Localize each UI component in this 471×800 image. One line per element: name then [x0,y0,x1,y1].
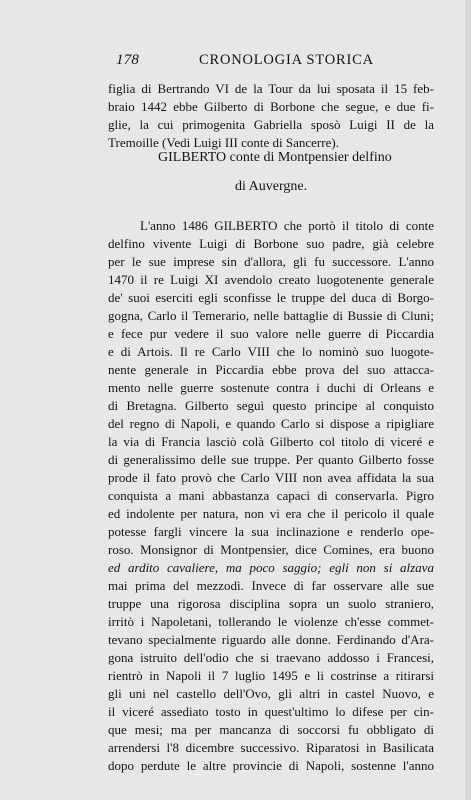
body-line: prode il fato provò che Carlo VIII non avea affidata la sua [108,470,434,485]
body-line: gli uni nel castello dell'Ovo, gli altri in castel Nuovo, e [108,686,434,701]
body-line: e di Artois. Il re Carlo VIII che lo nominò suo luogote- [108,344,434,359]
body-line: nente generale in Piccardia ebbe prova del suo attacca- [108,362,434,377]
body-line: dopo perdute le altre provincie di Napoli, sostenne l'anno [108,758,434,773]
body-line: per le sue imprese sin d'allora, gli fu successore. L'anno [108,254,434,269]
section-heading-line-1: GILBERTO conte di Montpensier delfino [158,150,392,165]
running-head: CRONOLOGIA STORICA [199,52,374,68]
body-line: gogna, Carlo il Temerario, nelle battaglie di Bussie di Cluni; [108,308,434,323]
body-line: di generalissimo delle sue truppe. Per quanto Gilberto fosse [108,452,434,467]
body-line: 1470 il re Luigi XI avendolo creato luogotenente generale [108,272,434,287]
top-paragraph-line: Tremoille (Vedi Luigi III conte di Sancerre). [108,135,339,150]
body-line: rientrò in Napoli il 7 luglio 1495 e li costrinse a ritirarsi [108,668,434,683]
body-line: que mesi; ma per mancanza di soccorsi fu obbligato di [108,722,434,737]
body-line: truppe una rigorosa disciplina sopra un suolo straniero, [108,596,434,611]
body-line: roso. Monsignor di Montpensier, dice Comines, era buono [108,542,434,557]
body-line: del regno di Napoli, e quando Carlo si dispose a ripigliare [108,416,434,431]
top-paragraph-line: figlia di Bertrando VI de la Tour da lui sposata il 15 feb- [108,81,434,96]
body-line: mai prima del mezzodì. Invece di far osservare alle sue [108,578,434,593]
body-line: arrendersi l'8 dicembre successivo. Riparatosi in Basilicata [108,740,434,755]
body-line: delfino vivente Luigi di Borbone suo padre, già celebre [108,236,434,251]
body-line: potesse fargli vincere la sua inclinazione e renderlo ope- [108,524,434,539]
section-heading-line-2: di Auvergne. [235,179,308,194]
body-line: mento nelle guerre sostenute contra i duchi di Orleans e [108,380,434,395]
body-line: de' suoi eserciti egli sconfisse le truppe del duca di Borgo- [108,290,434,305]
body-line: ed ardito cavaliere, ma poco saggio; egli non si alzava [108,560,434,575]
body-line: L'anno 1486 GILBERTO che portò il titolo di conte [140,218,434,233]
body-line: ed indolente per natura, non vi era che il pericolo il quale [108,506,434,521]
body-line: irritò i Napoletani, tollerando le violenze ch'esse commet- [108,614,434,629]
body-line: e fece pur vedere il suo valore nelle guerre di Piccardia [108,326,434,341]
top-paragraph-line: glie, la cui primogenita Gabriella sposò Luigi II de la [108,117,434,132]
top-paragraph-line: braio 1442 ebbe Gilberto di Borbone che segue, e due fi- [108,99,434,114]
body-line: di Bretagna. Gilberto seguì questo principe al conquisto [108,398,434,413]
body-line: conquista a mani abbastanza capaci di conservarla. Pigro [108,488,434,503]
body-line: il viceré assediato tosto in quest'ultimo lo difese per cin- [108,704,434,719]
page-number: 178 [116,52,140,68]
body-line: tevano specialmente riguardo alle donne. Ferdinando d'Ara- [108,632,434,647]
body-line: gona istruito dell'odio che si traevano addosso i Francesi, [108,650,434,665]
body-line: la via di Francia lasciò colà Gilberto col titolo di viceré e [108,434,434,449]
